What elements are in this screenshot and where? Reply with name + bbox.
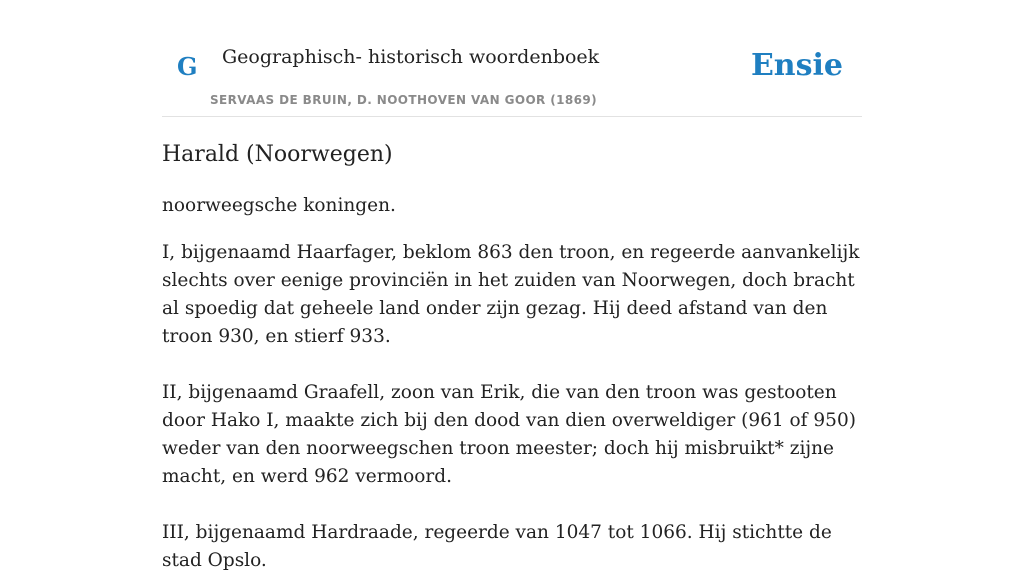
- book-title-link[interactable]: Geographisch- historisch woordenboek: [222, 46, 600, 68]
- entry-title: Harald (Noorwegen): [162, 142, 393, 167]
- book-logo-icon[interactable]: G: [177, 52, 198, 81]
- ensie-logo-link[interactable]: Ensie: [750, 48, 843, 83]
- site-header: [162, 0, 862, 117]
- entry-paragraph: noorweegsche koningen.: [162, 195, 396, 216]
- entry-paragraph: II, bijgenaamd Graafell, zoon van Erik, die van den troon was gestooten door Hako I, maakte zich bij den dood van dien overweldiger (961 of 950) weder van den noorweegschen troon meester; doch hij misbruikt* zijne macht, en werd 962 vermoord.: [162, 382, 856, 487]
- entry-content: [162, 116, 862, 575]
- book-authors: SERVAAS DE BRUIN, D. NOOTHOVEN VAN GOOR (1869): [210, 93, 598, 107]
- entry-paragraph: I, bijgenaamd Haarfager, beklom 863 den troon, en regeerde aanvankelijk slechts over eenige provinciën in het zuiden van Noorwegen, doch bracht al spoedig dat geheele land onder zijn gezag. Hij deed afstand van den troon 930, en stierf 933.: [162, 242, 860, 347]
- entry-paragraph: III, bijgenaamd Hardraade, regeerde van 1047 tot 1066. Hij stichtte de stad Opslo.: [162, 522, 832, 571]
